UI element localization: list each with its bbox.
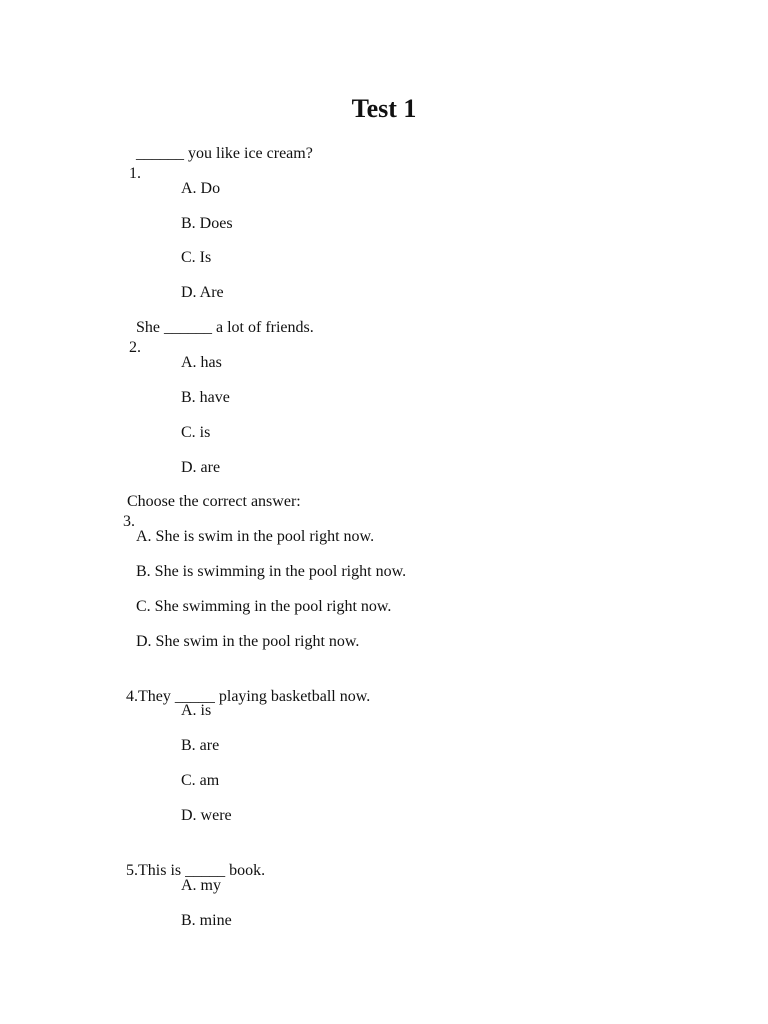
option: A. is	[181, 702, 212, 719]
option: B. mine	[181, 912, 232, 929]
option: A. She is swim in the pool right now.	[136, 528, 375, 545]
question-4	[110, 667, 370, 727]
question-number: 1.	[129, 165, 141, 182]
option: D. were	[181, 807, 232, 824]
option: B. have	[181, 389, 230, 406]
question-text: ______ you like ice cream?	[136, 145, 313, 162]
option: A. my	[181, 877, 221, 894]
option: C. am	[181, 772, 220, 789]
option: C. She swimming in the pool right now.	[136, 598, 392, 615]
question-text: They _____ playing basketball now.	[138, 688, 371, 705]
option: B. are	[181, 737, 220, 754]
question-number: 2.	[129, 339, 141, 356]
option: D. She swim in the pool right now.	[136, 633, 360, 650]
option: C. is	[181, 424, 211, 441]
option: B. She is swimming in the pool right now.	[136, 563, 407, 580]
question-text: This is _____ book.	[138, 862, 266, 879]
question-number: 5.	[126, 862, 138, 879]
question-text: Choose the correct answer:	[127, 493, 301, 510]
question-number: 3.	[123, 513, 135, 530]
option: D. Are	[181, 284, 224, 301]
question-number: 4.	[126, 688, 138, 705]
option: B. Does	[181, 215, 233, 232]
question-text: She ______ a lot of friends.	[136, 319, 314, 336]
option: A. has	[181, 354, 222, 371]
page-title: Test 1	[351, 94, 417, 123]
option: A. Do	[181, 180, 221, 197]
option: C. Is	[181, 249, 212, 266]
option: D. are	[181, 459, 221, 476]
